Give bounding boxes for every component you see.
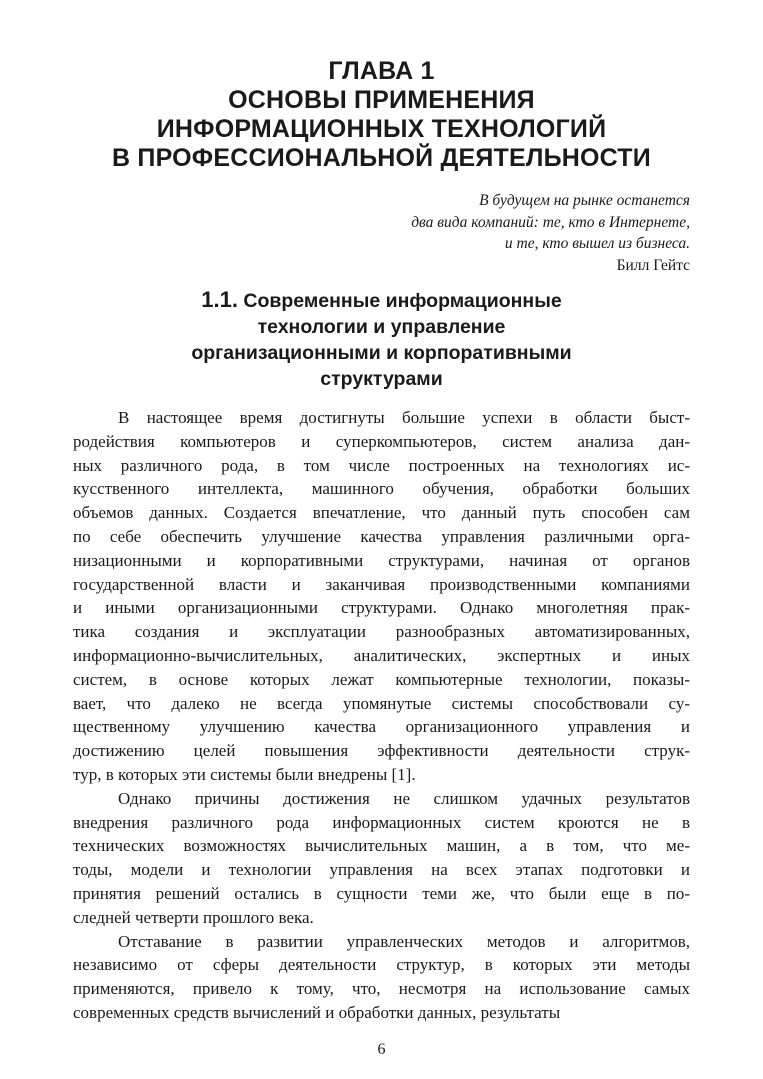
epigraph-author: Билл Гейтс [616, 256, 690, 274]
text-line: тур, в которых эти системы были внедрены [1]. [73, 764, 416, 784]
text-line: следней четверти прошлого века. [73, 907, 314, 927]
text-line: щественному улучшению качества организационного управления и [73, 717, 690, 737]
text-line: тика создания и эксплуатации разнообразных автоматизированных, [73, 622, 690, 642]
section-number: 1.1. [201, 287, 238, 312]
text-line: государственной власти и заканчивая производственными компаниями [73, 574, 690, 594]
section-title-line: структурами [320, 368, 443, 390]
text-line: применяются, привело к тому, что, несмотря на использование самых [73, 979, 690, 999]
text-line: В настоящее время достигнуты большие успехи в области быст- [118, 408, 690, 427]
text-line: независимо от сферы деятельности структур, в которых эти методы [73, 955, 690, 975]
text-line: современных средств вычислений и обработки данных, результаты [73, 1002, 561, 1022]
chapter-number: ГЛАВА 1 [328, 57, 435, 85]
text-line: тоды, модели и технологии управления на всех этапах подготовки и [73, 860, 690, 880]
section-title-line: организационными и корпоративными [191, 342, 572, 364]
chapter-title-line: В ПРОФЕССИОНАЛЬНОЙ ДЕЯТЕЛЬНОСТИ [112, 144, 651, 172]
section-heading [90, 287, 673, 392]
text-line: Однако причины достижения не слишком удачных результатов [118, 788, 690, 808]
text-line: ных различного рода, в том числе построенных на технологиях ис- [73, 455, 690, 475]
text-line: Отставание в развитии управленческих методов и алгоритмов, [118, 931, 690, 951]
paragraph [73, 930, 690, 1025]
epigraph-line: В будущем на рынке останется [479, 192, 690, 209]
text-line: кусственного интеллекта, машинного обучения, обработки больших [73, 479, 690, 499]
page-number: 6 [377, 1041, 386, 1058]
text-line: принятия решений остались в сущности теми же, что были еще в по- [73, 883, 690, 903]
body-text [73, 406, 690, 1025]
epigraph-line: и те, кто вышел из бизнеса. [504, 235, 690, 252]
section-title-first: Современные информационные [243, 290, 562, 312]
text-line: систем, в основе которых лежат компьютерные технологии, показы- [73, 669, 690, 689]
text-line: объемов данных. Создается впечатление, что данный путь способен сам [73, 503, 690, 523]
chapter-title-line: ОСНОВЫ ПРИМЕНЕНИЯ [228, 86, 535, 114]
text-line: и иными организационными структурами. Однако многолетняя прак- [73, 598, 690, 618]
text-line: внедрения различного рода информационных систем кроются не в [73, 812, 690, 832]
text-line: родействия компьютеров и суперкомпьютеров, систем анализа дан- [73, 431, 690, 451]
chapter-heading [60, 57, 703, 173]
text-line: вает, что далеко не всегда упомянутые системы способствовали су- [73, 693, 690, 713]
chapter-title-line: ИНФОРМАЦИОННЫХ ТЕХНОЛОГИЙ [156, 115, 607, 143]
epigraph-line: два вида компаний: те, кто в Интернете, [411, 213, 690, 231]
section-title-line [90, 287, 673, 314]
text-line: информационно-вычислительных, аналитических, экспертных и иных [73, 645, 690, 665]
section-title-line: технологии и управление [257, 316, 506, 338]
text-line: технических возможностях вычислительных машин, а в том, что ме- [73, 836, 690, 856]
text-line: низационными и корпоративными структурами, начиная от органов [73, 550, 690, 570]
text-line: по себе обеспечить улучшение качества управления различными орга- [73, 526, 690, 546]
text-line: достижению целей повышения эффективности деятельности струк- [73, 741, 690, 761]
paragraph [73, 787, 690, 930]
paragraph [73, 406, 690, 787]
epigraph [411, 190, 690, 276]
